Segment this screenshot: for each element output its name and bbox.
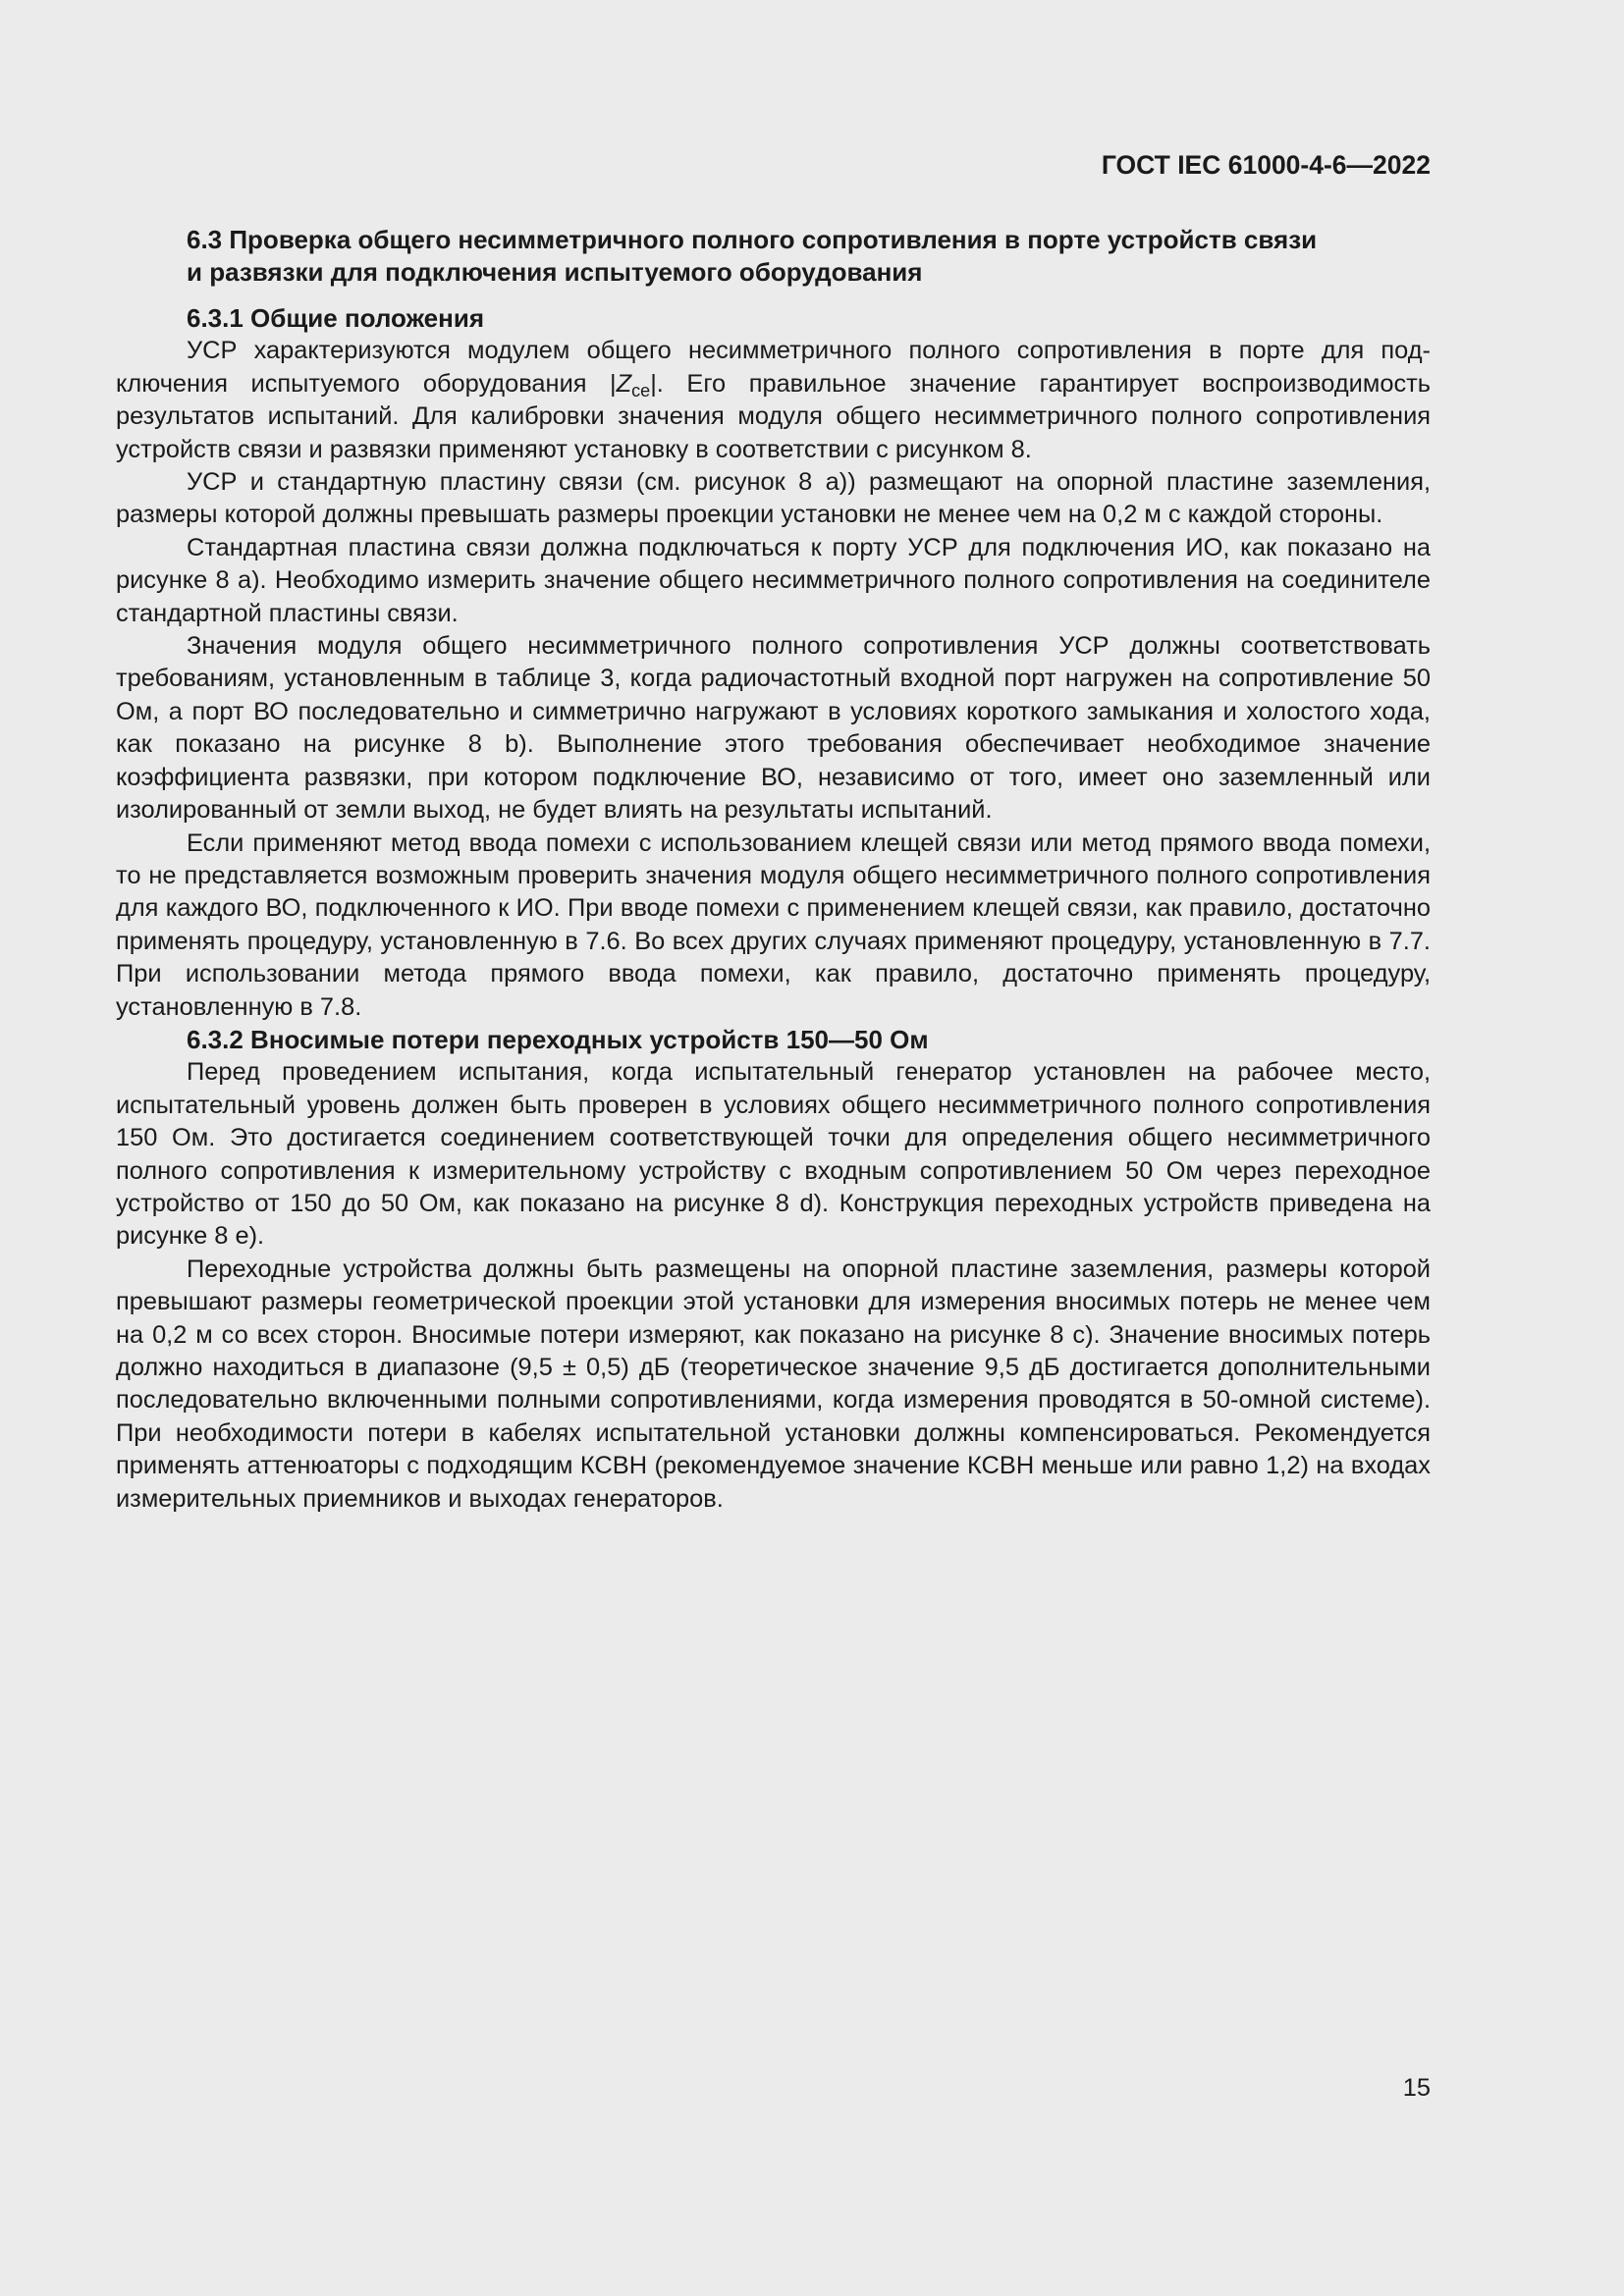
- paragraph-impedance-definition: УСР характеризуются модулем общего несимметричного полного сопротивления в порте для подключения испытуемого оборудования $|Z_{ce}|$. Его правильное значение гарантирует воспроизводимость результатов испытаний. Для калибровки значения модуля общего несимметричного полного сопротивления устройств связи и развязки применяют установку в соответствии с рисунком 8.: [116, 337, 1431, 463]
- impedance-symbol: Z: [616, 369, 632, 398]
- section-title-line2: и развязки для подключения испытуемого оборудования: [187, 257, 923, 287]
- impedance-subscript: ce: [631, 380, 651, 400]
- paragraph-insertion-loss-measurement: Переходные устройства должны быть размещены на опорной пластине заземления, размеры которой превышают размеры геометрической проекции этой установки для измерения вносимых потерь не менее чем на 0,2 м со всех сторон. Вносимые потери измеряют, как показано на рисунке 8 с). Значение вносимых потерь должно находиться в диапазоне (9,5 ± 0,5) дБ (теоретическое значение 9,5 дБ достигается дополнительными последовательно включенными полными сопротивлениями, когда измерения проводятся в 50-омной системе). При необходимости потери в кабелях испытательной установки должны компенсироваться. Рекомендуется применять аттенюаторы с подходящим КСВН (рекомендуемое значение КСВН меньше или равно 1,2) на входах измерительных приемников и выходах генераторов.: [116, 1255, 1431, 1513]
- page-number: 15: [1402, 2074, 1431, 2102]
- section-title-line1: 6.3 Проверка общего несимметричного полного сопротивления в порте устройств связи: [187, 225, 1318, 254]
- paragraph-injection-methods: Если применяют метод ввода помехи с использованием клещей связи или метод прямого ввода помехи, то не представляется возможным проверить значения модуля общего несимметричного полного сопротивления для каждого ВО, подключенного к ИО. При вводе помехи с применением клещей связи, как правило, достаточно применять процедуру, установленную в 7.6. Во всех других случаях применяют процедуру, установленную в 7.7. При использовании метода прямого ввода помехи, как правило, достаточно применять процедуру, установленную в 7.8.: [116, 828, 1431, 1021]
- paragraph-requirements: Значения модуля общего несимметричного полного сопротивления УСР должны соответствовать требованиям, установленным в таблице 3, когда радиочастотный входной порт нагружен на сопротивление 50 Ом, а порт ВО последовательно и симметрично нагружают в условиях короткого замыкания и холостого хода, как показано на рисунке 8 b). Выполнение этого требования обеспечивает необходимое значение коэффициента развязки, при котором подключение ВО, независимо от того, имеет оно заземленный или изолированный от земли выход, не будет влиять на результаты испытаний.: [116, 632, 1431, 825]
- document-body: [116, 224, 1431, 1516]
- paragraph-test-level-verification: Перед проведением испытания, когда испытательный генератор установлен на рабочее место, испытательный уровень должен быть проверен в условиях общего несимметричного полного сопротивления 150 Ом. Это достигается соединением соответствующей точки для определения общего несимметричного полного сопротивления к измерительному устройству с входным сопротивлением 50 Ом через переходное устройство от 150 до 50 Ом, как показано на рисунке 8 d). Конструкция переходных устройств приведена на рисунке 8 е).: [116, 1058, 1431, 1251]
- section-title: [116, 224, 1431, 289]
- paragraph-standard-plate: Стандартная пластина связи должна подключаться к порту УСР для подключения ИО, как показано на рисунке 8 а). Необходимо измерить значение общего несимметричного полного сопротивления на соединителе стандартной пластины связи.: [116, 533, 1431, 627]
- paragraph-ground-plane: УСР и стандартную пластину связи (см. рисунок 8 а)) размещают на опорной пластине заземления, размеры которой должны превышать размеры проекции установки не менее чем на 0,2 м с каждой стороны.: [116, 468, 1431, 529]
- subsection-title-general: 6.3.1 Общие положения: [187, 303, 484, 333]
- subsection-title-insertion-loss: 6.3.2 Вносимые потери переходных устройств 150—50 Ом: [187, 1024, 929, 1054]
- standard-header: ГОСТ IEC 61000-4-6—2022: [1101, 150, 1431, 180]
